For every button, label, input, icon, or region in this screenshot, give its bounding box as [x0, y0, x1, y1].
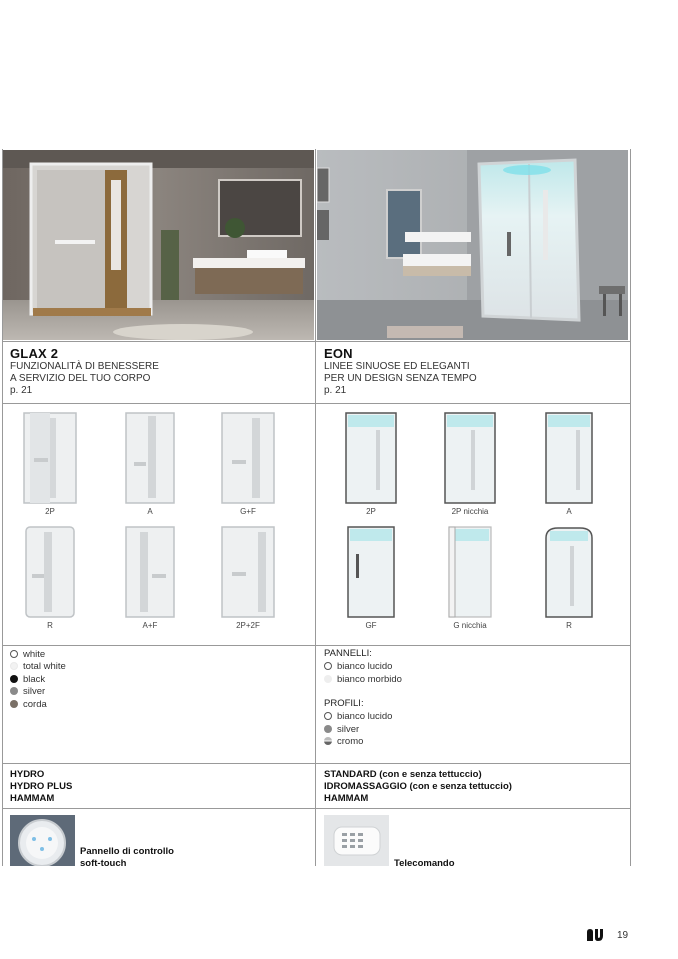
glax2-title: GLAX 2 [10, 346, 59, 361]
eon-subtitle-2: PER UN DESIGN SENZA TEMPO [324, 373, 477, 384]
eon-title: EON [324, 346, 353, 361]
eon-panel-bianco-morbido [324, 673, 402, 686]
eon-caption-g-nicchia: G nicchia [453, 621, 487, 630]
eon-version-standard: STANDARD (con e senza tettuccio) [324, 769, 482, 780]
brand-logo-icon [586, 928, 604, 942]
remote-control-image [324, 815, 389, 866]
eon-photo [317, 150, 628, 340]
glax2-version-hammam: HAMMAM [10, 793, 55, 804]
color-label: corda [23, 699, 47, 710]
eon-caption-a: A [566, 507, 572, 516]
eon-panel-bianco-lucido [324, 660, 392, 673]
color-swatch-bianco-lucido [324, 712, 332, 720]
row-divider-3 [2, 645, 630, 646]
glax2-caption-a: A [147, 507, 153, 516]
page-number: 19 [617, 930, 629, 941]
glax2-model-2p-image [20, 410, 80, 506]
color-label: black [23, 674, 46, 685]
glax2-subtitle-1: FUNZIONALITÀ DI BENESSERE [10, 361, 159, 372]
glax2-model-2p2f-image [218, 524, 278, 620]
control-panel-label-1: Pannello di controllo [80, 846, 174, 857]
color-swatch-bianco-lucido [324, 662, 332, 670]
color-swatch-silver [324, 725, 332, 733]
eon-model-2p-image [342, 410, 400, 506]
color-swatch-corda [10, 700, 18, 708]
row-divider-4 [2, 763, 630, 764]
glax2-color-corda [10, 698, 47, 711]
eon-subtitle-1: LINEE SINUOSE ED ELEGANTI [324, 361, 470, 372]
eon-caption-2p: 2P [366, 507, 376, 516]
glax2-model-af-image [120, 524, 180, 620]
color-label: silver [23, 686, 46, 697]
color-swatch-cromo [324, 737, 332, 745]
color-label: cromo [337, 736, 364, 747]
glax2-caption-2p2f: 2P+2F [236, 621, 260, 630]
eon-model-a-image [540, 410, 598, 506]
glax2-model-gf-image [218, 410, 278, 506]
glax2-color-total-white [10, 660, 66, 673]
eon-profile-bianco-lucido [324, 710, 392, 723]
control-panel-label-2: soft-touch [80, 858, 127, 869]
color-swatch-black [10, 675, 18, 683]
glax2-caption-af: A+F [142, 621, 158, 630]
glax2-version-hydro-plus: HYDRO PLUS [10, 781, 73, 792]
glax2-caption-r: R [47, 621, 53, 630]
eon-caption-2p-nicchia: 2P nicchia [451, 507, 489, 516]
row-divider-1 [2, 341, 630, 342]
eon-model-gf-image [342, 524, 400, 620]
glax2-photo [3, 150, 314, 340]
glax2-model-r-image [20, 524, 80, 620]
eon-model-2p-nicchia-image [441, 410, 499, 506]
row-divider-2 [2, 403, 630, 404]
eon-version-idromassaggio: IDROMASSAGGIO (con e senza tettuccio) [324, 781, 512, 792]
glax2-page-ref: p. 21 [10, 385, 33, 396]
eon-profiles-heading: PROFILI: [324, 698, 364, 709]
color-label: bianco lucido [337, 711, 393, 722]
color-label: white [23, 649, 46, 660]
eon-panels-heading: PANNELLI: [324, 648, 372, 659]
color-swatch-white [10, 650, 18, 658]
row-divider-5 [2, 808, 630, 809]
remote-control-label: Telecomando [394, 858, 455, 869]
eon-page-ref: p. 21 [324, 385, 347, 396]
glax2-version-hydro: HYDRO [10, 769, 45, 780]
eon-caption-r: R [566, 621, 572, 630]
glax2-caption-gf: G+F [240, 507, 256, 516]
color-swatch-bianco-morbido [324, 675, 332, 683]
eon-model-g-nicchia-image [441, 524, 499, 620]
control-panel-image [10, 815, 75, 866]
glax2-color-silver [10, 685, 45, 698]
eon-profile-cromo [324, 735, 363, 748]
column-divider [315, 149, 316, 866]
eon-model-r-image [540, 524, 598, 620]
glax2-model-a-image [120, 410, 180, 506]
color-swatch-total-white [10, 662, 18, 670]
color-label: silver [337, 724, 360, 735]
glax2-subtitle-2: A SERVIZIO DEL TUO CORPO [10, 373, 151, 384]
color-label: bianco morbido [337, 674, 402, 685]
color-label: bianco lucido [337, 661, 393, 672]
eon-caption-gf: GF [365, 621, 377, 630]
eon-version-hammam: HAMMAM [324, 793, 369, 804]
color-label: total white [23, 661, 66, 672]
color-swatch-silver [10, 687, 18, 695]
glax2-caption-2p: 2P [45, 507, 55, 516]
